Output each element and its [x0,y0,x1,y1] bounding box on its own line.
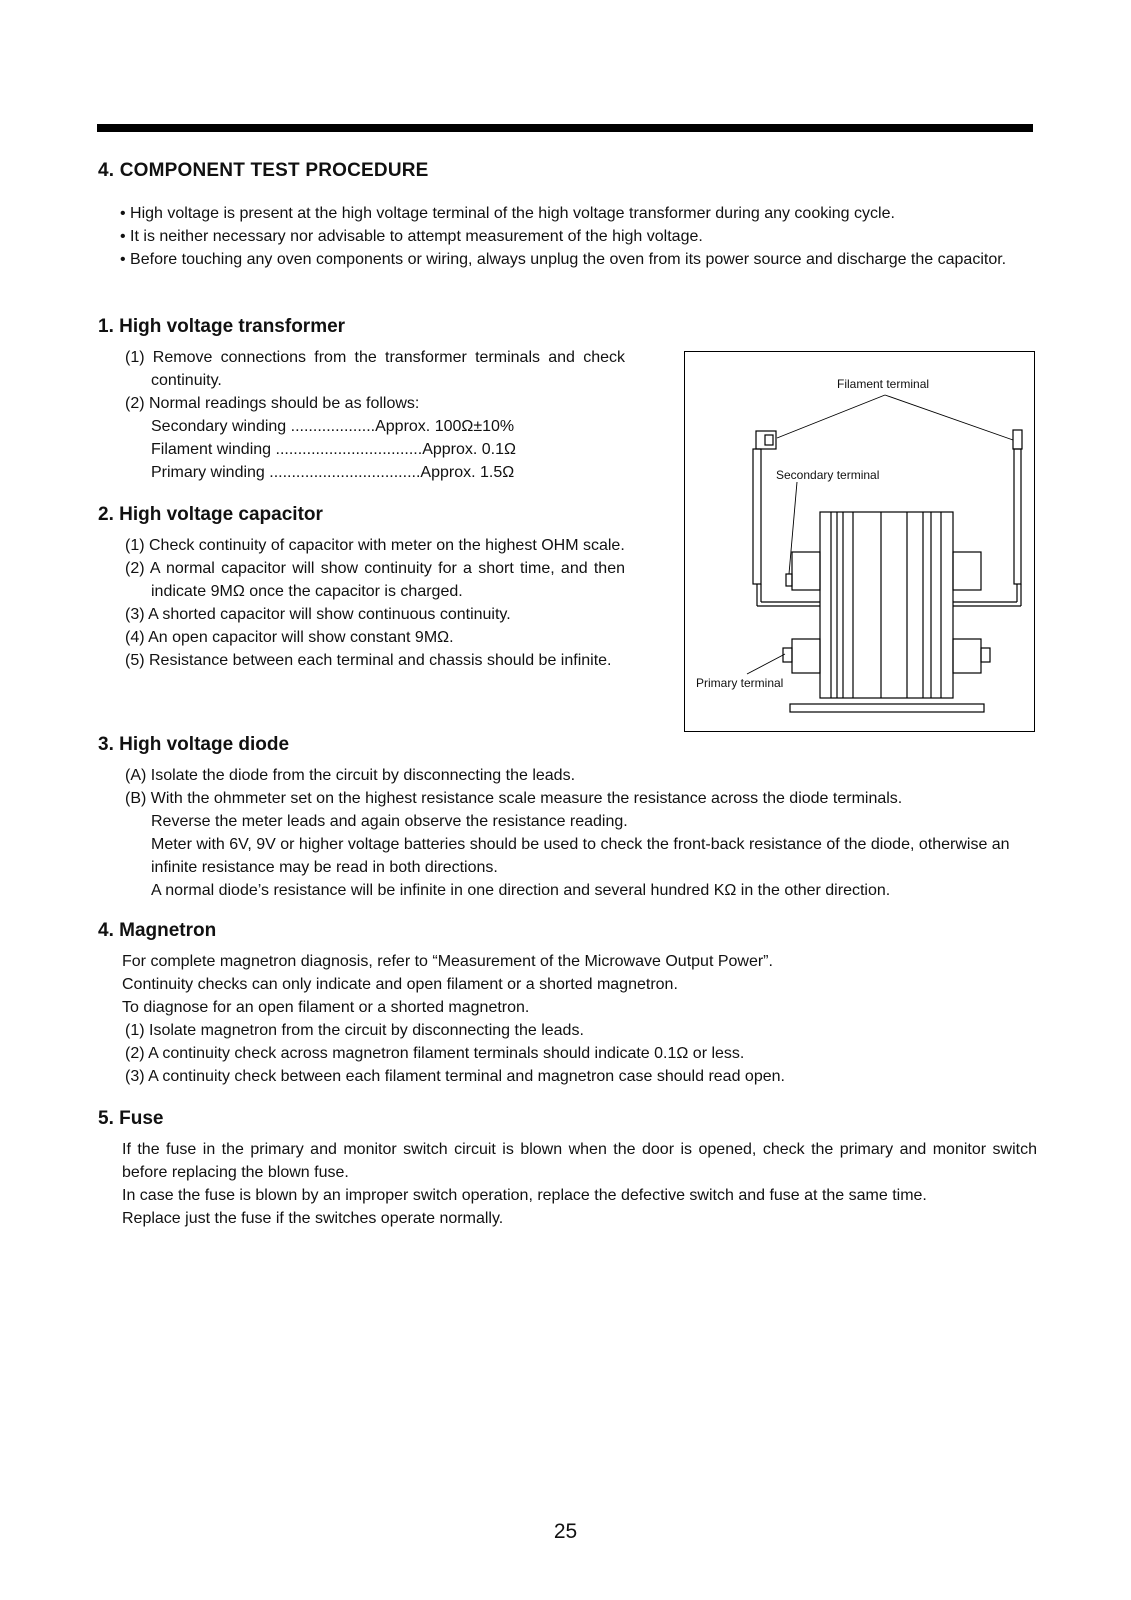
page-number: 25 [553,1520,578,1543]
list-item: (2) A continuity check across magnetron filament terminals should indicate 0.1Ω or less. [125,1045,745,1062]
bullet-item: • Before touching any oven components or wiring, always unplug the oven from its power source and discharge the capacitor. [120,251,1007,268]
fuse-paragraph: If the fuse in the primary and monitor switch circuit is blown when the door is opened, check the primary and monitor switch before replacing the blown fuse. [122,1141,1037,1181]
left-lower-coil [792,639,820,673]
transformer-diagram [684,351,1035,732]
list-item: (5) Resistance between each terminal and chassis should be infinite. [125,652,612,669]
right-lower-coil [953,639,981,673]
list-item: (3) A continuity check between each filament terminal and magnetron case should read open. [125,1068,785,1085]
list-item: (2) Normal readings should be as follows: [125,395,420,412]
fuse-heading: 5. Fuse [98,1108,164,1129]
diode-note: A normal diode’s resistance will be infinite in one direction and several hundred KΩ in the other direction. [151,882,891,899]
list-item: (B) With the ohmmeter set on the highest resistance scale measure the resistance across the diode terminals. [125,790,903,807]
magnetron-line: For complete magnetron diagnosis, refer to “Measurement of the Microwave Output Power”. [122,953,773,970]
diode-note: Reverse the meter leads and again observe the resistance reading. [151,813,628,830]
capacitor-heading: 2. High voltage capacitor [98,504,323,525]
magnetron-heading: 4. Magnetron [98,920,217,941]
list-item: (1) Isolate magnetron from the circuit by disconnecting the leads. [125,1022,584,1039]
transformer-heading: 1. High voltage transformer [98,316,346,337]
secondary-terminal-label: Secondary terminal [776,468,880,482]
diode-section [125,764,1035,902]
reading-filament: Filament winding .................................Approx. 0.1Ω [151,441,516,458]
top-rule [97,124,1033,132]
list-item: (1) Check continuity of capacitor with meter on the highest OHM scale. [125,537,625,554]
capacitor-section [125,534,625,672]
core-body [820,512,953,698]
magnetron-line: To diagnose for an open filament or a shorted magnetron. [122,999,530,1016]
reading-primary: Primary winding ..................................Approx. 1.5Ω [151,464,515,481]
reading-secondary: Secondary winding ...................Approx. 100Ω±10% [151,418,515,435]
diode-note: Meter with 6V, 9V or higher voltage batteries should be used to check the front-back resistance of the diode, otherwise an infinite resistance may be read in both directions. [151,836,1010,876]
list-item: (1) Remove connections from the transformer terminals and check continuity. [125,349,625,389]
filament-terminal-label: Filament terminal [837,377,930,391]
list-item: (2) A normal capacitor will show continuity for a short time, and then indicate 9MΩ once the capacitor is charged. [125,560,625,600]
diode-heading: 3. High voltage diode [98,734,290,755]
list-item: (3) A shorted capacitor will show continuous continuity. [125,606,511,623]
right-upper-coil [953,552,981,590]
fuse-paragraph: Replace just the fuse if the switches operate normally. [122,1210,504,1227]
fuse-paragraph: In case the fuse is blown by an improper switch operation, replace the defective switch and fuse at the same time. [122,1187,927,1204]
base-plate [790,704,984,712]
magnetron-line: Continuity checks can only indicate and open filament or a shorted magnetron. [122,976,678,993]
safety-bullets [120,202,1038,271]
section-title: 4. COMPONENT TEST PROCEDURE [98,160,429,181]
bullet-item: • It is neither necessary nor advisable to attempt measurement of the high voltage. [120,228,703,245]
fuse-section [122,1138,1037,1230]
left-upper-coil [792,552,820,590]
list-item: (4) An open capacitor will show constant 9MΩ. [125,629,454,646]
primary-terminal-label: Primary terminal [696,676,784,690]
list-item: (A) Isolate the diode from the circuit by disconnecting the leads. [125,767,576,784]
magnetron-section [122,950,1035,1088]
bullet-item: • High voltage is present at the high voltage terminal of the high voltage transformer during any cooking cycle. [120,205,895,222]
transformer-section [125,346,625,484]
